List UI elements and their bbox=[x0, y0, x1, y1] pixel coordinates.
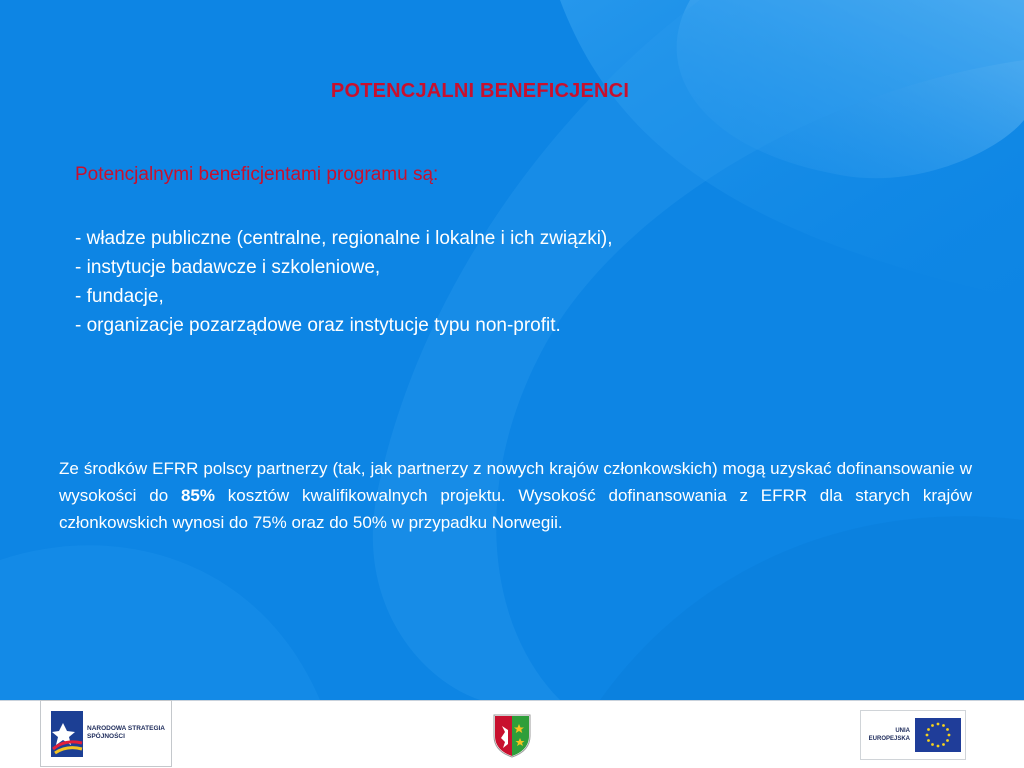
paragraph-text-end: kosztów kwalifikowalnych projektu. Wysokość dofinansowania z EFRR dla starych krajów członkowskich wynosi do 75% oraz do 50% w przypadku Norwegii. bbox=[59, 486, 972, 532]
nss-logo-text: NARODOWA STRATEGIA SPÓJNOŚCI bbox=[87, 725, 165, 740]
slide-title: POTENCJALNI BENEFICJENCI bbox=[330, 80, 630, 102]
nss-star-icon bbox=[49, 709, 85, 759]
eu-flag-icon bbox=[915, 718, 961, 752]
nss-logo bbox=[40, 700, 172, 767]
list-item: - organizacje pozarządowe oraz instytucje typu non-profit. bbox=[75, 315, 561, 336]
footer-logo-bar bbox=[0, 700, 1024, 768]
paragraph-text-start: Ze środków EFRR polscy partnerzy (tak, jak partnerzy z nowych krajów członkowskich) mogą uzyskać dofinansowanie w wysokości do bbox=[59, 459, 972, 505]
list-item: - instytucje badawcze i szkoleniowe, bbox=[75, 257, 381, 278]
beneficiary-list bbox=[75, 224, 613, 340]
coat-of-arms-icon bbox=[493, 714, 531, 758]
funding-paragraph bbox=[59, 455, 972, 536]
paragraph-bold-percentage: 85% bbox=[180, 486, 215, 505]
list-item: - fundacje, bbox=[75, 286, 164, 307]
list-item: - władze publiczne (centralne, regionalne i lokalne i ich związki), bbox=[75, 228, 613, 249]
intro-text: Potencjalnymi beneficjentami programu są: bbox=[75, 164, 439, 185]
eu-logo bbox=[860, 710, 966, 760]
eu-logo-text: UNIA EUROPEJSKA bbox=[868, 728, 910, 742]
